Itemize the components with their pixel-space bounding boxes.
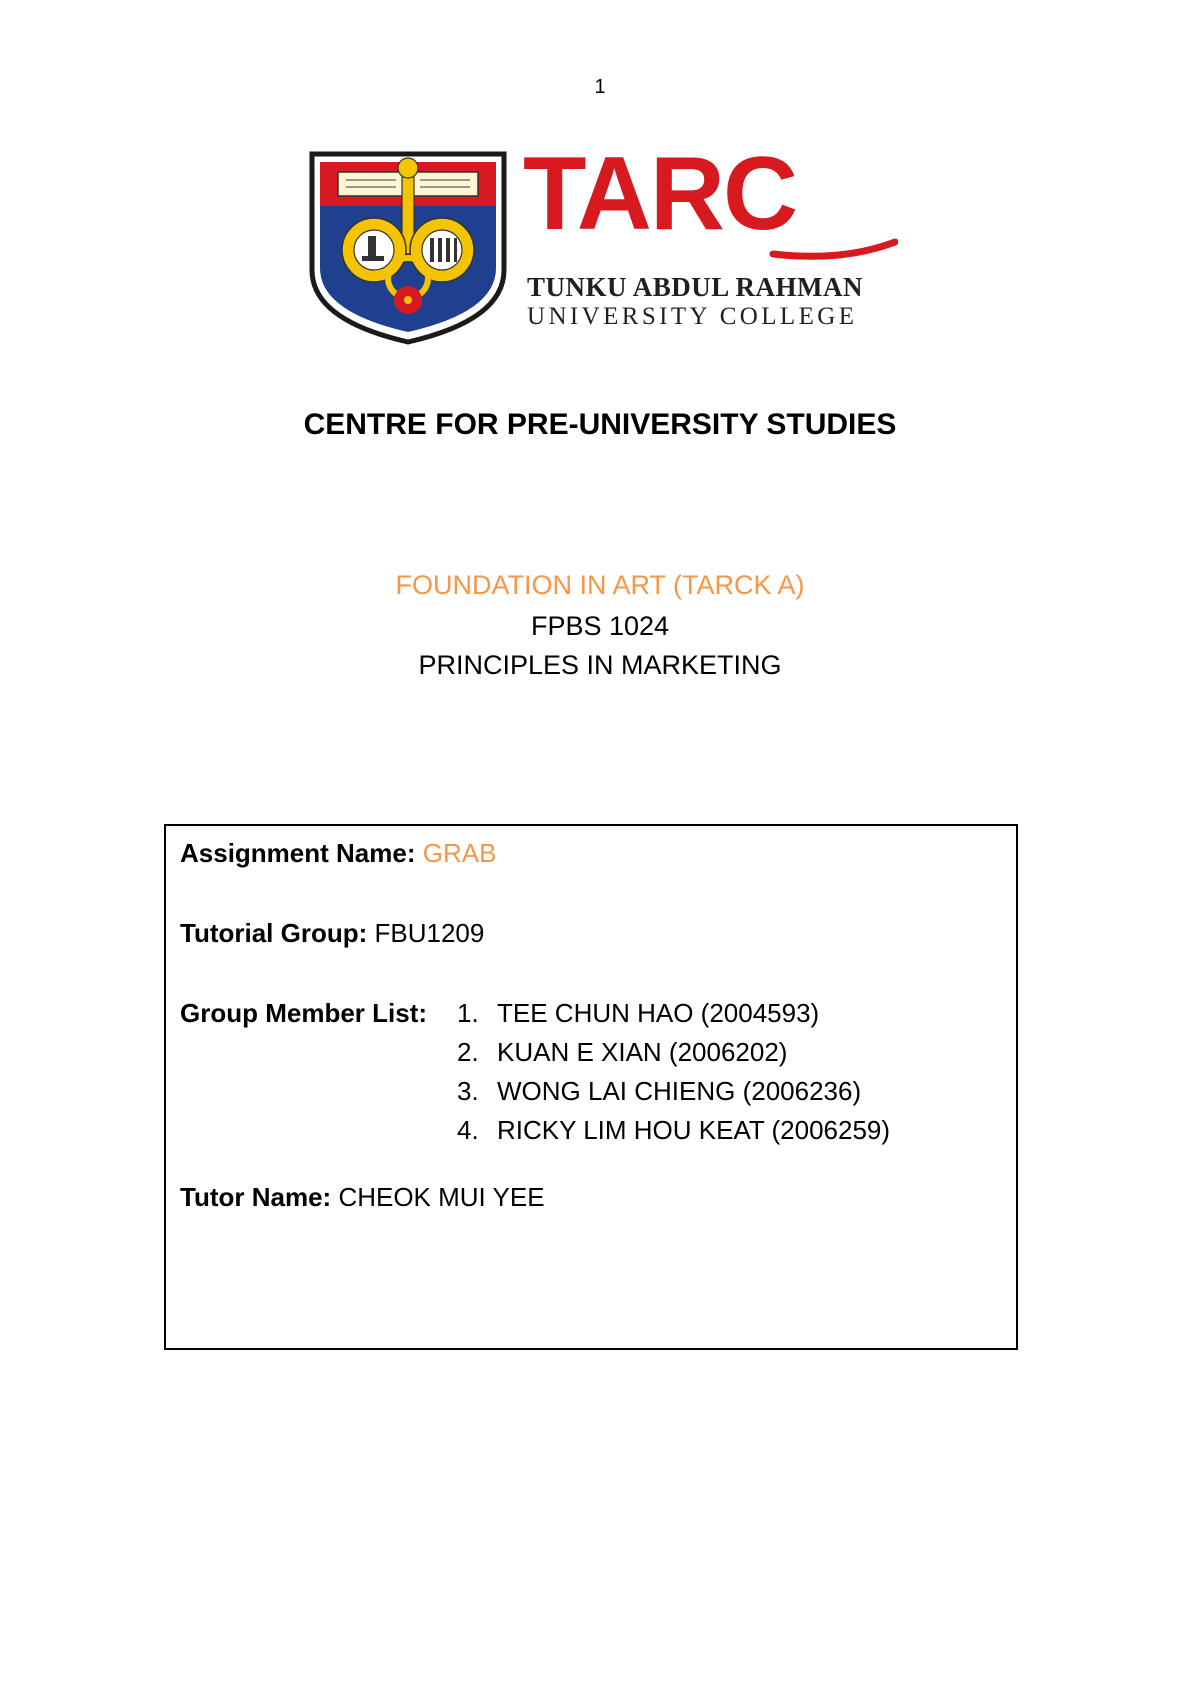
tutorial-group-label: Tutorial Group: [180, 918, 368, 948]
page-number: 1 [594, 76, 606, 98]
assignment-info-box [164, 824, 1018, 1350]
group-member-label-row [180, 998, 427, 1029]
assignment-name-row [180, 838, 496, 869]
member-number: 3. [457, 1076, 479, 1106]
tarc-wordmark [523, 136, 898, 346]
member-list-item [457, 1037, 787, 1068]
centre-title: CENTRE FOR PRE-UNIVERSITY STUDIES [303, 408, 897, 441]
course-code: FPBS 1024 [530, 611, 670, 641]
member-name: RICKY LIM HOU KEAT (2006259) [497, 1115, 891, 1145]
university-name-line1: TUNKU ABDUL RAHMAN [527, 272, 864, 302]
member-number: 1. [457, 998, 479, 1028]
tutor-name-value: CHEOK MUI YEE [338, 1182, 545, 1212]
member-name: KUAN E XIAN (2006202) [497, 1037, 788, 1067]
university-name-line2: UNIVERSITY COLLEGE [527, 303, 858, 330]
member-number: 4. [457, 1115, 479, 1145]
member-list-item [457, 1076, 861, 1107]
group-member-label: Group Member List: [180, 998, 428, 1028]
tarc-wordmark-text: TARC [523, 136, 797, 252]
tutorial-group-value: FBU1209 [374, 918, 485, 948]
assignment-name-label: Assignment Name: [180, 838, 416, 868]
member-name: WONG LAI CHIENG (2006236) [497, 1076, 862, 1106]
tutor-name-label: Tutor Name: [180, 1182, 332, 1212]
member-list-item [457, 1115, 890, 1146]
tutor-name-row [180, 1182, 545, 1213]
programme-title: FOUNDATION IN ART (TARCK A) [395, 570, 805, 600]
tarc-logo [308, 136, 898, 346]
member-list-item [457, 998, 819, 1029]
course-name: PRINCIPLES IN MARKETING [418, 650, 782, 680]
member-name: TEE CHUN HAO (2004593) [497, 998, 820, 1028]
tutorial-group-row [180, 918, 484, 949]
crest-icon [308, 150, 508, 346]
assignment-name-value: GRAB [422, 838, 497, 868]
member-number: 2. [457, 1037, 479, 1067]
